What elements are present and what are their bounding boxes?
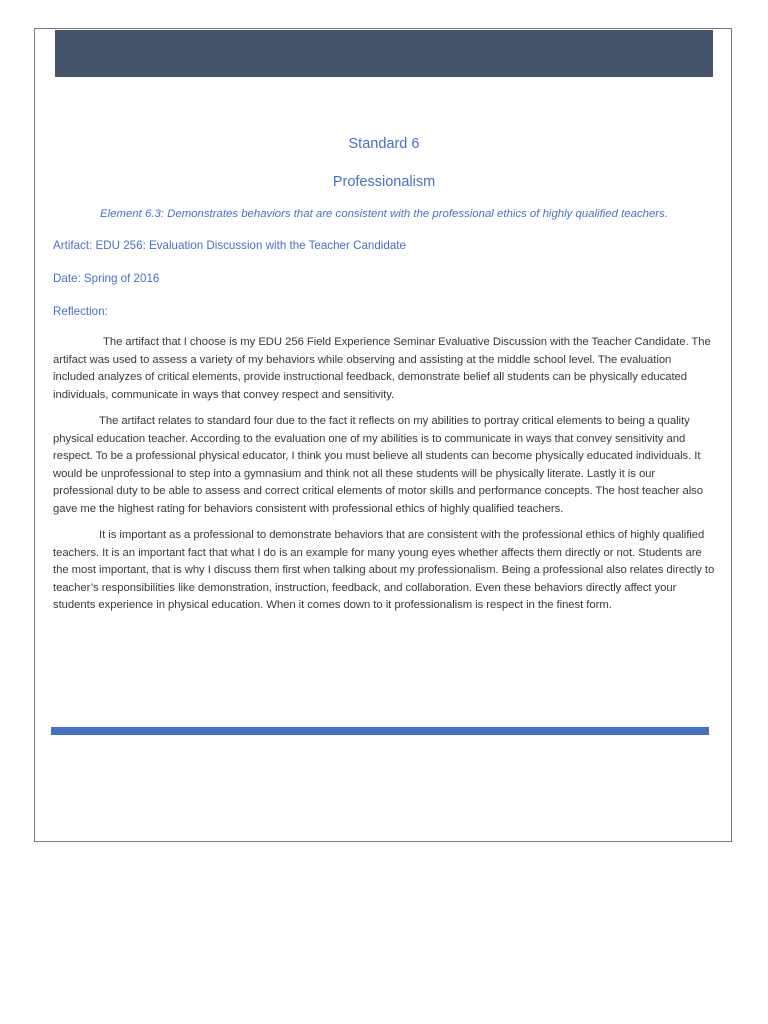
standard-title: Standard 6 xyxy=(348,136,420,152)
reflection-paragraph: It is important as a professional to demonstrate behaviors that are consistent with the professional ethics of highly qualified teachers. It is an important fact that what I do is an example for many young eyes whether affects them directly or not. Students are the most important, that is why I discuss them first when talking about my professionalism. Being a professional also relates directly to teacher’s responsibilities like demonstration, instruction, feedback, and collaboration. Even these behaviors directly affect your students experience in physical education. When it comes down to it professionalism is respect in the finest form. xyxy=(53,529,715,611)
reflection-body xyxy=(53,334,715,615)
artifact-line: Artifact: EDU 256: Evaluation Discussion with the Teacher Candidate xyxy=(53,239,406,252)
standard-subtitle: Professionalism xyxy=(332,174,436,190)
date-line: Date: Spring of 2016 xyxy=(53,272,160,285)
element-description: Element 6.3: Demonstrates behaviors that are consistent with the professional ethics of highly qualified teachers. xyxy=(100,208,668,220)
reflection-paragraph: The artifact relates to standard four due to the fact it reflects on my abilities to portray critical elements to being a quality physical education teacher. According to the evaluation one of my abilities is to communicate in ways that convey sensitivity and respect. To be a professional physical educator, I think you must believe all students can become physically educated individuals. It would be unprofessional to step into a gymnasium and think not all these students will be physically literate. Lastly it is our professional duty to be able to assess and correct critical elements of motor skills and performance concepts. The host teacher also gave me the highest rating for behaviors consistent with professional ethics of highly qualified teachers. xyxy=(53,415,704,515)
document-page xyxy=(34,28,732,842)
document-content xyxy=(53,133,715,624)
reflection-paragraph: The artifact that I choose is my EDU 256 Field Experience Seminar Evaluative Discussion with the Teacher Candidate. The artifact was used to assess a variety of my behaviors while observing and assisting at the middle school level. The evaluation included analyzes of critical elements, provide instructional feedback, demonstrate belief all students can be physically educated individuals, communicate in ways that convey respect and sensitivity. xyxy=(53,336,711,401)
header-bar xyxy=(55,30,713,77)
reflection-label: Reflection: xyxy=(53,305,108,318)
footer-bar xyxy=(51,727,709,735)
